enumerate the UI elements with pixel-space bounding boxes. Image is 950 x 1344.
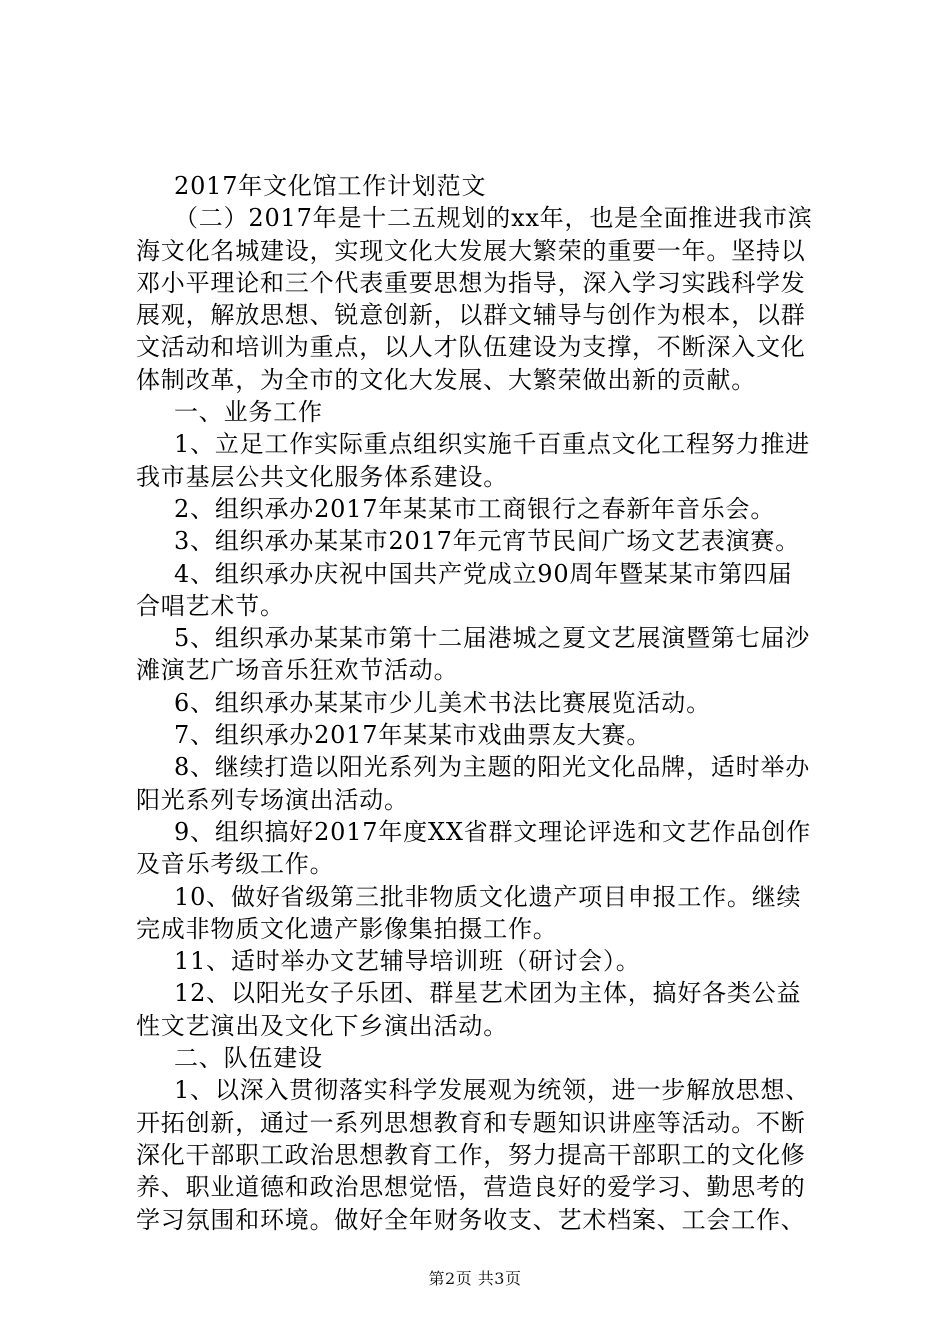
text-line: 9、组织搞好2017年度XX省群文理论评选和文艺作品创作 [174, 817, 811, 846]
text-line: 一、业务工作 [174, 398, 323, 427]
text-line: 学习氛围和环境。做好全年财务收支、艺术档案、工会工作、 [136, 1205, 806, 1234]
text-line: （二）2017年是十二五规划的xx年，也是全面推进我市滨 [174, 204, 813, 233]
text-line: 及音乐考级工作。 [136, 850, 335, 879]
text-line: 阳光系列专场演出活动。 [136, 785, 409, 814]
text-line: 5、组织承办某某市第十二届港城之夏文艺展演暨第七届沙 [174, 624, 811, 653]
text-line: 海文化名城建设，实现文化大发展大繁荣的重要一年。坚持以 [136, 236, 806, 265]
document-title: 2017年文化馆工作计划范文 [174, 172, 487, 200]
text-line: 11、适时举办文艺辅导培训班（研讨会）。 [174, 947, 641, 976]
text-line: 开拓创新，通过一系列思想教育和专题知识讲座等活动。不断 [136, 1108, 806, 1137]
text-line: 展观，解放思想、锐意创新，以群文辅导与创作为根本，以群 [136, 301, 806, 330]
text-line: 文活动和培训为重点，以人才队伍建设为支撑，不断深入文化 [136, 333, 806, 362]
text-line: 深化干部职工政治思想教育工作，努力提高干部职工的文化修 [136, 1140, 806, 1169]
text-line: 我市基层公共文化服务体系建设。 [136, 462, 508, 491]
text-line: 性文艺演出及文化下乡演出活动。 [136, 1011, 508, 1040]
text-line: 合唱艺术节。 [136, 591, 285, 620]
text-line: 1、立足工作实际重点组织实施千百重点文化工程努力推进 [174, 430, 811, 459]
text-line: 滩演艺广场音乐狂欢节活动。 [136, 656, 459, 685]
text-line: 6、组织承办某某市少儿美术书法比赛展览活动。 [174, 688, 711, 717]
text-line: 体制改革，为全市的文化大发展、大繁荣做出新的贡献。 [136, 365, 756, 394]
text-line: 1、以深入贯彻落实科学发展观为统领，进一步解放思想、 [174, 1076, 811, 1105]
text-line: 7、组织承办2017年某某市戏曲票友大赛。 [174, 721, 652, 750]
text-line: 邓小平理论和三个代表重要思想为指导，深入学习实践科学发 [136, 268, 806, 297]
text-line: 完成非物质文化遗产影像集拍摄工作。 [136, 914, 558, 943]
text-line: 二、队伍建设 [174, 1044, 323, 1073]
text-line: 8、继续打造以阳光系列为主题的阳光文化品牌，适时举办 [174, 753, 811, 782]
text-line: 2、组织承办2017年某某市工商银行之春新年音乐会。 [174, 494, 776, 523]
text-line: 12、以阳光女子乐团、群星艺术团为主体，搞好各类公益 [174, 979, 802, 1008]
text-line: 10、做好省级第三批非物质文化遗产项目申报工作。继续 [174, 882, 802, 911]
document-body [136, 170, 832, 1236]
page-footer: 第2页 共3页 [428, 1269, 522, 1288]
text-line: 养、职业道德和政治思想觉悟，营造良好的爱学习、勤思考的 [136, 1173, 806, 1202]
text-line: 4、组织承办庆祝中国共产党成立90周年暨某某市第四届 [174, 559, 793, 588]
text-line: 3、组织承办某某市2017年元宵节民间广场文艺表演赛。 [174, 527, 800, 556]
